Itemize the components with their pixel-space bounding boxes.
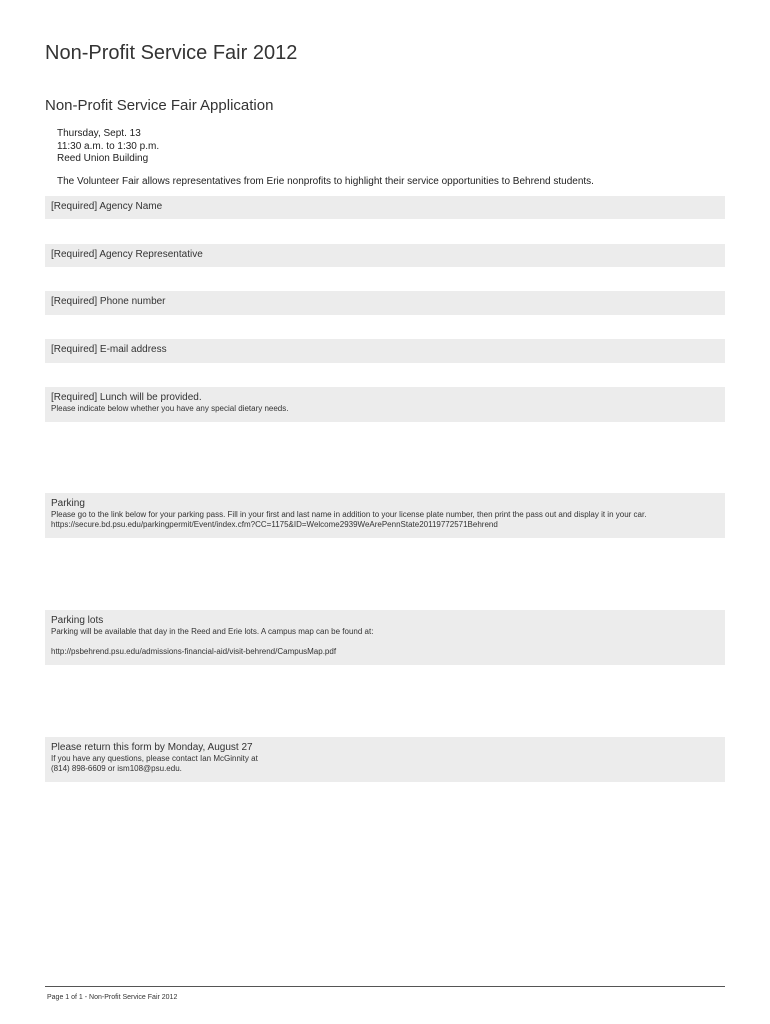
parking-lots-info-box [45,610,725,665]
lunch-label-box [45,387,725,422]
lunch-hint: Please indicate below whether you have any special dietary needs. [51,404,289,413]
page-footer: Page 1 of 1 - Non-Profit Service Fair 2012 [47,994,178,1001]
email-label-box [45,339,725,363]
agency-rep-label-box [45,244,725,267]
footer-divider [45,986,725,987]
agency-rep-input[interactable] [45,269,729,291]
agency-name-label-box [45,196,725,219]
form-title: Non-Profit Service Fair Application [45,97,274,114]
email-label: [Required] E-mail address [51,344,167,355]
campus-map-link[interactable]: http://psbehrend.psu.edu/admissions-financial-aid/visit-behrend/CampusMap.pdf [51,647,337,656]
return-label: Please return this form by Monday, August 27 [51,742,253,753]
parking-info-box [45,493,725,538]
return-info-box [45,737,725,782]
event-date: Thursday, Sept. 13 [57,128,141,139]
event-info [57,128,159,166]
lunch-label: [Required] Lunch will be provided. [51,392,202,403]
email-input[interactable] [45,365,729,387]
contact-line-1: If you have any questions, please contact Ian McGinnity at [51,754,258,763]
phone-label: [Required] Phone number [51,296,166,307]
event-location: Reed Union Building [57,153,149,164]
agency-rep-label: [Required] Agency Representative [51,249,203,260]
parking-label: Parking [51,498,85,509]
phone-label-box [45,291,725,315]
parking-lots-label: Parking lots [51,615,104,626]
event-time: 11:30 a.m. to 1:30 p.m. [57,140,160,152]
intro-text: The Volunteer Fair allows representatives from Erie nonprofits to highlight their service opportunities to Behrend students. [57,176,594,187]
phone-input[interactable] [45,317,729,339]
agency-name-label: [Required] Agency Name [51,201,163,212]
dietary-needs-input[interactable] [45,424,729,494]
page-title: Non-Profit Service Fair 2012 [45,42,298,64]
contact-line-2: (814) 898-6609 or ism108@psu.edu. [51,764,182,773]
parking-lots-hint: Parking will be available that day in the Reed and Erie lots. A campus map can be found at: [51,627,374,636]
agency-name-input[interactable] [45,221,729,243]
parking-link[interactable]: https://secure.bd.psu.edu/parkingpermit/Event/index.cfm?CC=1175&ID=Welcome2939WeArePennState20119772571Behrend [51,520,498,529]
parking-hint: Please go to the link below for your parking pass. Fill in your first and last name in addition to your license plate number, then print the pass out and display it in your car. [51,510,647,519]
